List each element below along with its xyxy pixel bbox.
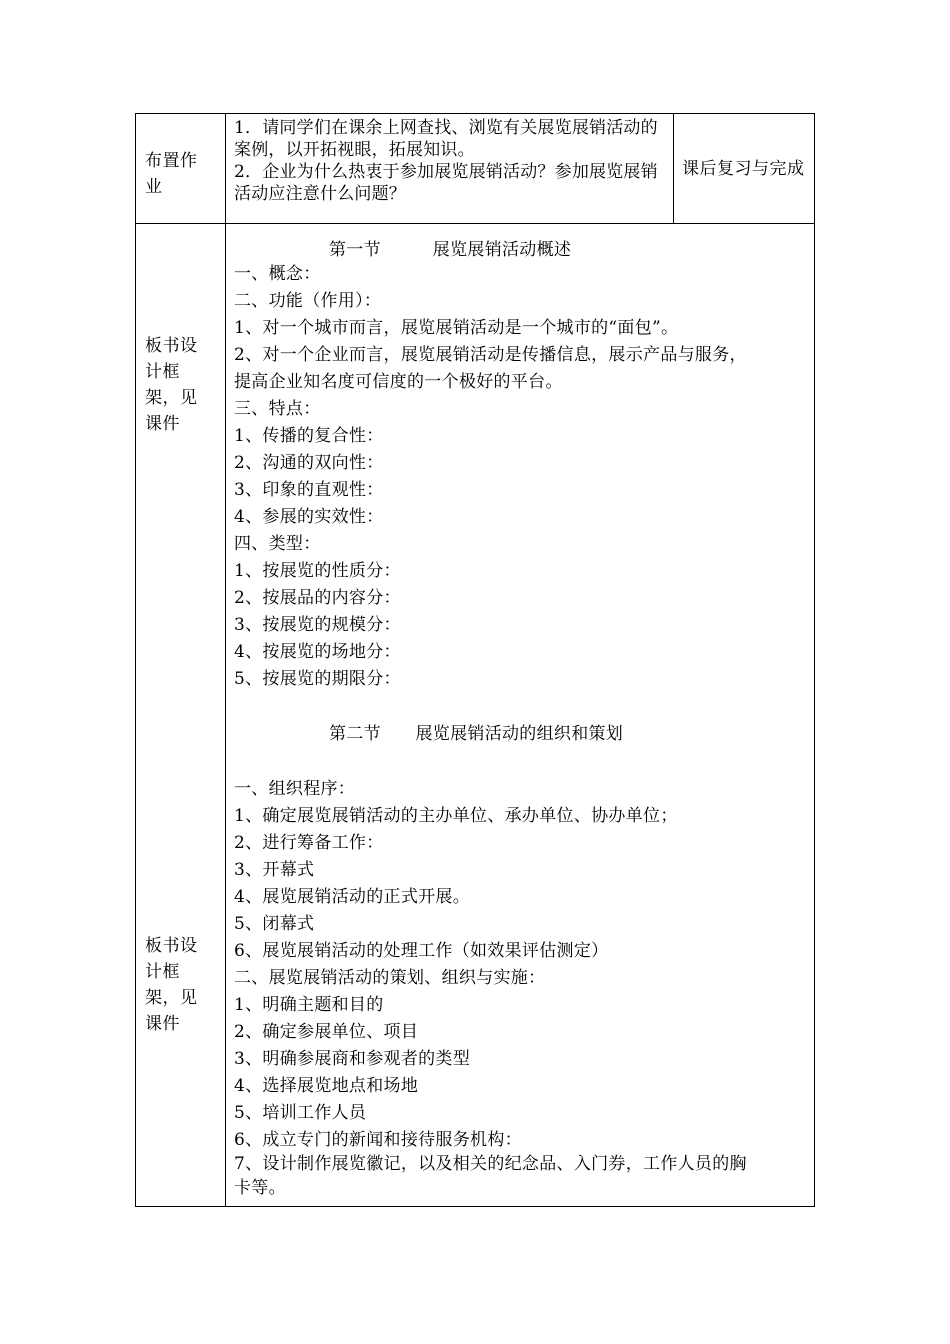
text-line: 1、确定展览展销活动的主办单位、承办单位、协办单位；: [234, 806, 678, 826]
lesson-plan-table: [135, 113, 815, 1207]
table-border-bottom: [135, 1206, 815, 1207]
text-line: 2、进行筹备工作：: [234, 833, 384, 853]
section-heading: 第一节 展览展销活动概述: [329, 240, 572, 260]
text-line: 1、传播的复合性：: [234, 426, 384, 446]
text-line: 2、沟通的双向性：: [234, 453, 384, 473]
text-line: 1、对一个城市而言，展览展销活动是一个城市的“面包”。: [234, 318, 679, 338]
row-divider-1: [135, 223, 815, 224]
text-line: 四、类型：: [234, 534, 321, 554]
board-design-label: 板书设计框架，见课件: [145, 936, 198, 1034]
text-line: 二、展览展销活动的策划、组织与实施：: [234, 968, 546, 988]
text-line: 三、特点：: [234, 399, 321, 419]
text-line: 卡等。: [234, 1178, 286, 1198]
table-border-right: [814, 113, 815, 1207]
homework-item: 2．企业为什么热衷于参加展览展销活动？参加展览展销活动应注意什么问题？: [234, 162, 658, 204]
text-line: 二、功能（作用）：: [234, 291, 382, 311]
board-design-label: 板书设计框架，见课件: [145, 336, 198, 434]
table-border-left: [135, 113, 136, 1207]
section-heading: 第二节 展览展销活动的组织和策划: [329, 724, 624, 744]
homework-remark: 课后复习与完成: [682, 159, 805, 179]
text-line: 提高企业知名度可信度的一个极好的平台。: [234, 372, 563, 392]
text-line: 4、选择展览地点和场地: [234, 1076, 419, 1096]
text-line: 6、展览展销活动的处理工作（如效果评估测定）: [234, 941, 609, 961]
text-line: 4、参展的实效性：: [234, 507, 384, 527]
text-line: 3、开幕式: [234, 860, 315, 880]
homework-label: 布置作业: [145, 151, 198, 197]
text-line: 3、明确参展商和参观者的类型: [234, 1049, 471, 1069]
text-line: 4、按展览的场地分：: [234, 642, 401, 662]
text-line: 4、展览展销活动的正式开展。: [234, 887, 471, 907]
text-line: 1、按展览的性质分：: [234, 561, 401, 581]
text-line: 5、培训工作人员: [234, 1103, 367, 1123]
text-line: 5、闭幕式: [234, 914, 315, 934]
text-line: 2、对一个企业而言，展览展销活动是传播信息，展示产品与服务，: [234, 345, 747, 365]
table-border-top: [135, 113, 815, 114]
text-line: 一、概念：: [234, 264, 321, 284]
column-divider-label: [225, 113, 226, 1207]
text-line: 3、印象的直观性：: [234, 480, 384, 500]
homework-item: 1．请同学们在课余上网查找、浏览有关展览展销活动的案例，以开拓视眼，拓展知识。: [234, 118, 658, 160]
text-line: 6、成立专门的新闻和接待服务机构：: [234, 1130, 522, 1150]
text-line: 5、按展览的期限分：: [234, 669, 401, 689]
text-line: 2、确定参展单位、项目: [234, 1022, 419, 1042]
text-line: 一、组织程序：: [234, 779, 356, 799]
text-line: 3、按展览的规模分：: [234, 615, 401, 635]
text-line: 1、明确主题和目的: [234, 995, 384, 1015]
text-line: 2、按展品的内容分：: [234, 588, 401, 608]
text-line: 7、设计制作展览徽记，以及相关的纪念品、入门券，工作人员的胸: [234, 1154, 747, 1174]
column-divider-remark: [673, 113, 674, 223]
